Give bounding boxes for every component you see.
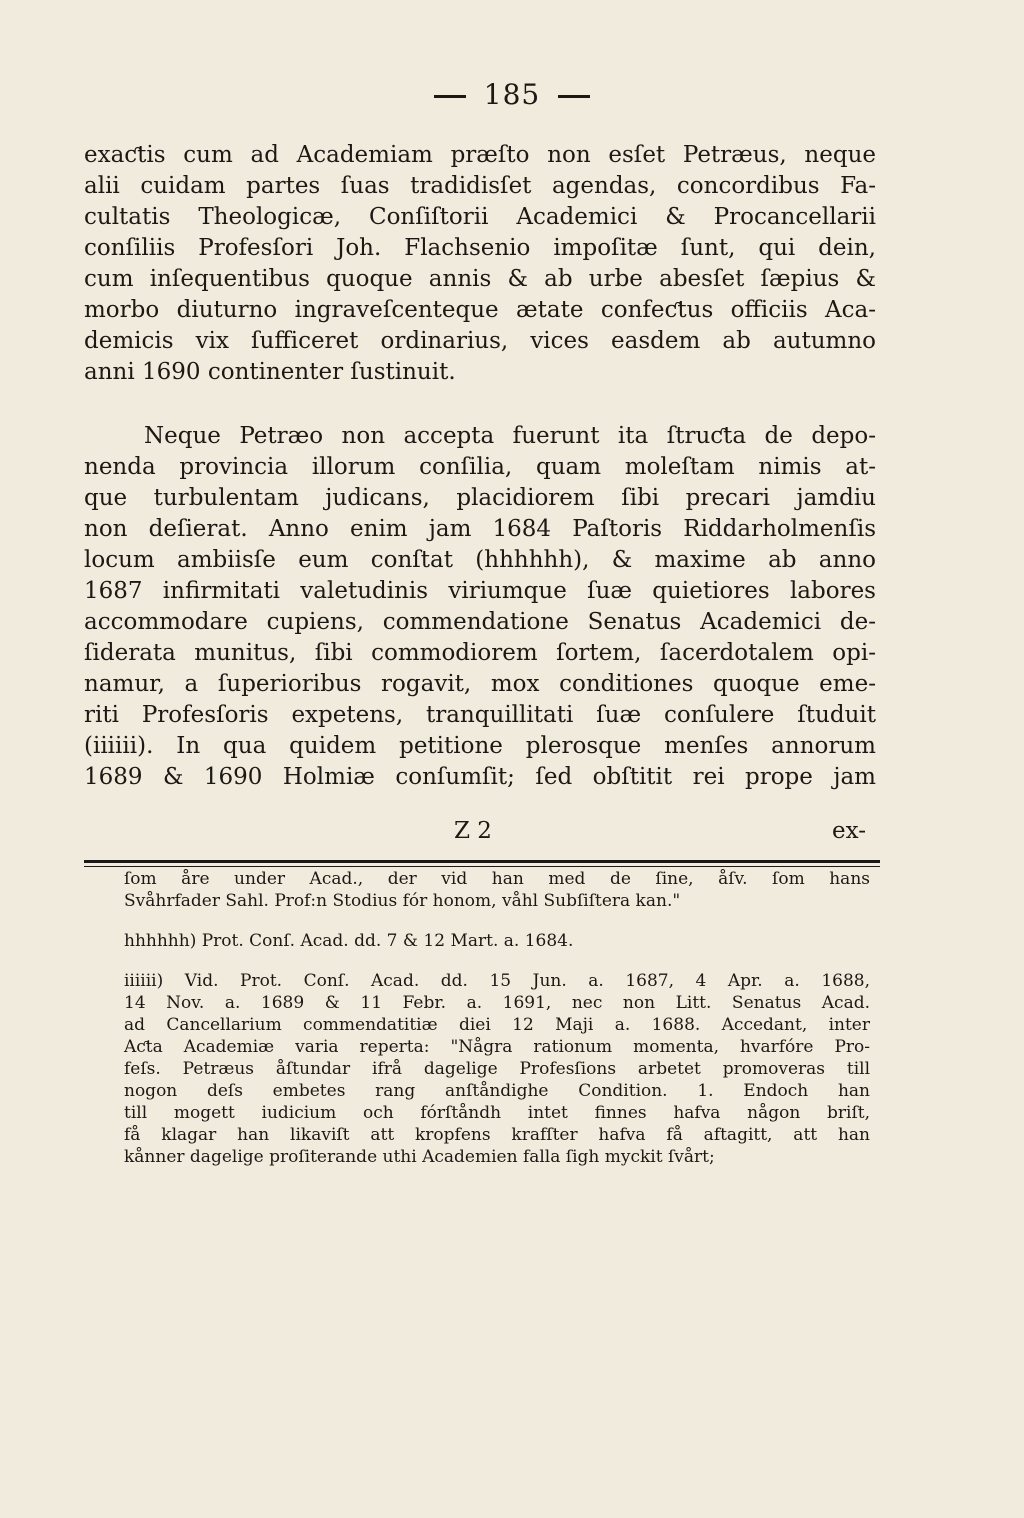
footnote-continued <box>124 868 870 912</box>
footnote-line: feſs. Petræus åſtundar ifrå dagelige Profesſions arbetet promoveras till <box>124 1059 870 1079</box>
text-line: Neque Petræo non accepta fuerunt ita ſtruƈta de depo- <box>144 423 876 449</box>
text-line: namur, a ſuperioribus rogavit, mox conditiones quoque eme- <box>84 671 876 697</box>
text-line: cum inſequentibus quoque annis & ab urbe abesſet ſæpius & <box>84 266 876 292</box>
footnote-line: ad Cancellarium commendatitiæ diei 12 Maji a. 1688. Accedant, inter <box>124 1015 870 1035</box>
footnote-iiiiii <box>124 970 870 1168</box>
text-line: anni 1690 continenter ſustinuit. <box>84 359 456 385</box>
text-line: locum ambiisſe eum conſtat (hhhhhh), & maxime ab anno <box>84 547 876 573</box>
signature-mark: Z 2 <box>454 818 492 844</box>
page-header <box>0 78 1024 111</box>
main-text <box>84 140 876 793</box>
footnote-line: 14 Nov. a. 1689 & 11 Febr. a. 1691, nec non Litt. Senatus Acad. <box>124 993 870 1013</box>
text-line: 1687 infirmitati valetudinis viriumque ſuæ quietiores labores <box>84 578 876 604</box>
text-line: conſiliis Profesſori Joh. Flachsenio impoſitæ ſunt, qui dein, <box>84 235 876 261</box>
text-line: alii cuidam partes ſuas tradidisſet agendas, concordibus Fa- <box>84 173 876 199</box>
text-line: (iiiiii). In qua quidem petitione plerosque menſes annorum <box>84 733 876 759</box>
text-line: que turbulentam judicans, placidiorem ſibi precari jamdiu <box>84 485 876 511</box>
header-dash-left <box>434 95 466 98</box>
text-line: non deſierat. Anno enim jam 1684 Paſtoris Riddarholmenſis <box>84 516 876 542</box>
footnote-line: till mogett iudicium och fórſtåndh intet finnes hafva någon briſt, <box>124 1103 870 1123</box>
paragraph-2 <box>84 421 876 793</box>
paragraph-1 <box>84 140 876 388</box>
footnote-rule <box>84 860 880 863</box>
footnote-line: kånner dagelige proſiterande uthi Academien falla ſigh myckit ſvårt; <box>124 1147 715 1167</box>
footnote-line: ſom åre under Acad., der vid han med de ſine, åſv. ſom hans <box>124 869 870 889</box>
footnote-line: Aƈta Academiæ varia reperta: "Några rationum momenta, hvarfóre Pro- <box>124 1037 870 1057</box>
footnote-gap <box>124 952 870 970</box>
text-line: nenda provincia illorum conſilia, quam moleſtam nimis at- <box>84 454 876 480</box>
footnote-line: iiiiii) Vid. Prot. Conſ. Acad. dd. 15 Jun. a. 1687, 4 Apr. a. 1688, <box>124 971 870 991</box>
footnote-line: få klagar han likaviſt att kropfens krafſter hafva få aftagitt, att han <box>124 1125 870 1145</box>
text-line: demicis vix ſufficeret ordinarius, vices easdem ab autumno <box>84 328 876 354</box>
text-line: ſiderata munitus, ſibi commodiorem ſortem, ſacerdotalem opi- <box>84 640 876 666</box>
footnote-rule-thin <box>84 866 880 867</box>
text-line: morbo diuturno ingraveſcenteque ætate confeƈtus officiis Aca- <box>84 297 876 323</box>
paragraph-gap <box>84 388 876 421</box>
footnote-line: Svåhrfader Sahl. Prof:n Stodius fór honom, våhl Subſiſtera kan." <box>124 891 681 911</box>
footnotes <box>124 868 870 1168</box>
footnote-gap <box>124 912 870 930</box>
catchword: ex- <box>832 818 866 844</box>
footnote-line: hhhhhh) Prot. Conſ. Acad. dd. 7 & 12 Mart. a. 1684. <box>124 931 574 951</box>
footnote-line: nogon deſs embetes rang anſtåndighe Condition. 1. Endoch han <box>124 1081 870 1101</box>
text-line: 1689 & 1690 Holmiæ conſumſit; ſed obſtitit rei prope jam <box>84 764 876 790</box>
page-number: 185 <box>483 78 541 111</box>
header-dash-right <box>558 95 590 98</box>
footnote-hhhhhh <box>124 930 870 952</box>
text-line: riti Profesſoris expetens, tranquillitati ſuæ conſulere ſtuduit <box>84 702 876 728</box>
text-line: accommodare cupiens, commendatione Senatus Academici de- <box>84 609 876 635</box>
text-line: cultatis Theologicæ, Conſiſtorii Academici & Procancellarii <box>84 204 876 230</box>
text-line: exaƈtis cum ad Academiam præſto non esſet Petræus, neque <box>84 142 876 168</box>
